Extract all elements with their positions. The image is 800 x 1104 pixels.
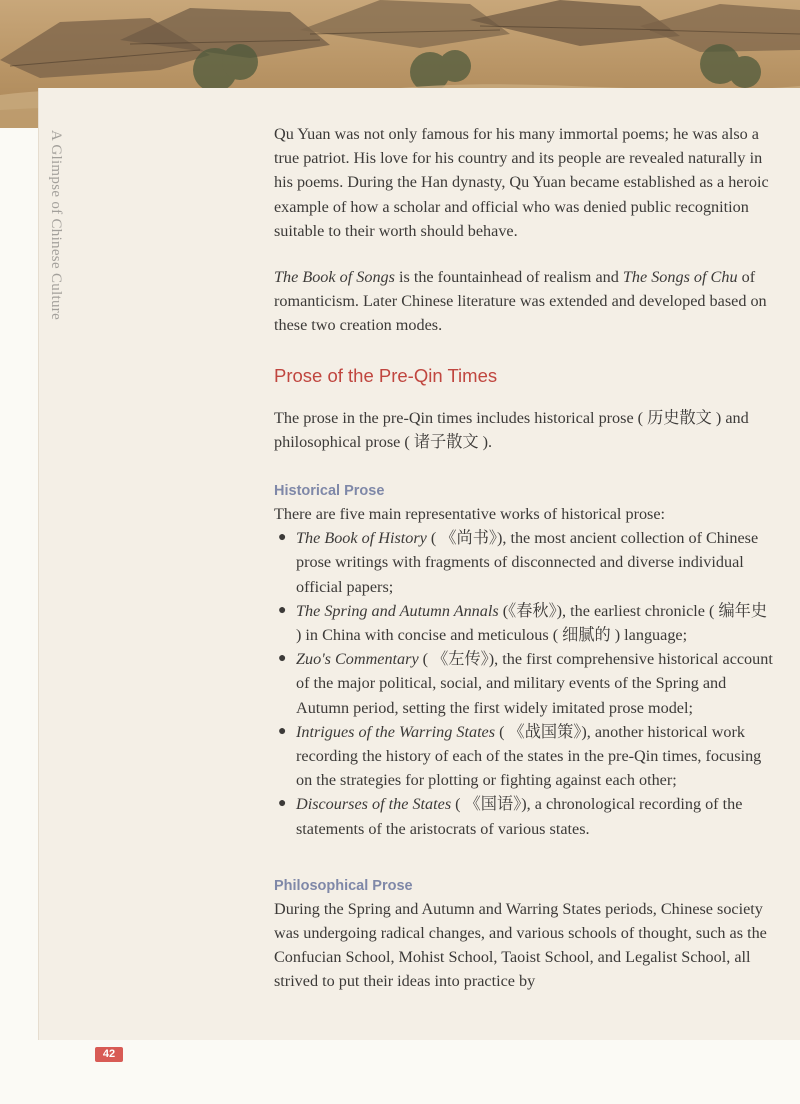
work-title: The Spring and Autumn Annals xyxy=(296,601,499,620)
book-title-songs: The Book of Songs xyxy=(274,268,395,287)
historical-intro: There are five main representative works of historical prose: xyxy=(274,505,666,524)
page-number-badge: 42 xyxy=(95,1047,123,1062)
work-description: ( 《战国策》), another historical work recording the history of each of the states in the pre-Qin times, focusing on the strategies for plotting or fighting against each other; xyxy=(296,722,762,790)
list-item xyxy=(274,720,774,793)
book-title-chu: The Songs of Chu xyxy=(622,268,738,287)
work-title: Intrigues of the Warring States xyxy=(296,722,496,741)
philosophical-prose-heading: Philosophical Prose xyxy=(274,877,413,894)
work-title: Discourses of the States xyxy=(296,795,452,814)
work-title: Zuo's Commentary xyxy=(296,650,419,669)
bullet-icon: ● xyxy=(278,796,287,812)
list-item xyxy=(274,647,774,720)
songs-text-rest: of romanticism. Later Chinese literature was extended and developed based on these two creation modes. xyxy=(274,268,767,335)
list-item xyxy=(274,599,774,647)
page-content xyxy=(274,122,774,994)
side-running-title: A Glimpse of Chinese Culture xyxy=(48,130,64,321)
philosophical-paragraph: During the Spring and Autumn and Warring States periods, Chinese society was undergoing radical changes, and various schools of thought, such as the Confucian School, Mohist School, Taoist School, and Legalist School, all strived to put their ideas into practice by xyxy=(274,899,767,991)
list-item xyxy=(274,526,774,599)
songs-text-mid: is the fountainhead of realism and xyxy=(394,268,623,287)
historical-prose-heading: Historical Prose xyxy=(274,483,385,500)
section-intro: The prose in the pre-Qin times includes historical prose ( 历史散文 ) and philosophical prose ( 诸子散文 ). xyxy=(274,408,749,451)
work-description: ( 《左传》), the first comprehensive historical account of the major political, social, and military events of the Spring and Autumn period, setting the first widely imitated prose model; xyxy=(296,650,773,717)
work-description: ( 《尚书》), the most ancient collection of Chinese prose writings with fragments of disconnected and diverse individual official papers; xyxy=(296,529,759,596)
bullet-icon: ● xyxy=(278,530,287,546)
section-heading: Prose of the Pre-Qin Times xyxy=(274,364,498,386)
historical-works-list xyxy=(274,526,774,841)
bullet-icon: ● xyxy=(278,602,287,618)
work-description: (《春秋》), the earliest chronicle ( 编年史 ) in China with concise and meticulous ( 细腻的 ) language; xyxy=(296,601,768,645)
bullet-icon: ● xyxy=(278,723,287,739)
work-description: ( 《国语》), a chronological recording of the statements of the aristocrats of various states. xyxy=(296,795,743,838)
list-item xyxy=(274,792,774,840)
work-title: The Book of History xyxy=(296,529,427,548)
bullet-icon: ● xyxy=(278,651,287,667)
intro-paragraph: Qu Yuan was not only famous for his many immortal poems; he was also a true patriot. His love for his country and its people are revealed naturally in his poems. During the Han dynasty, Qu Yuan became established as a heroic example of how a scholar and official who was denied public recognition suitable to their worth should behave. xyxy=(274,125,769,240)
songs-paragraph xyxy=(274,265,774,338)
